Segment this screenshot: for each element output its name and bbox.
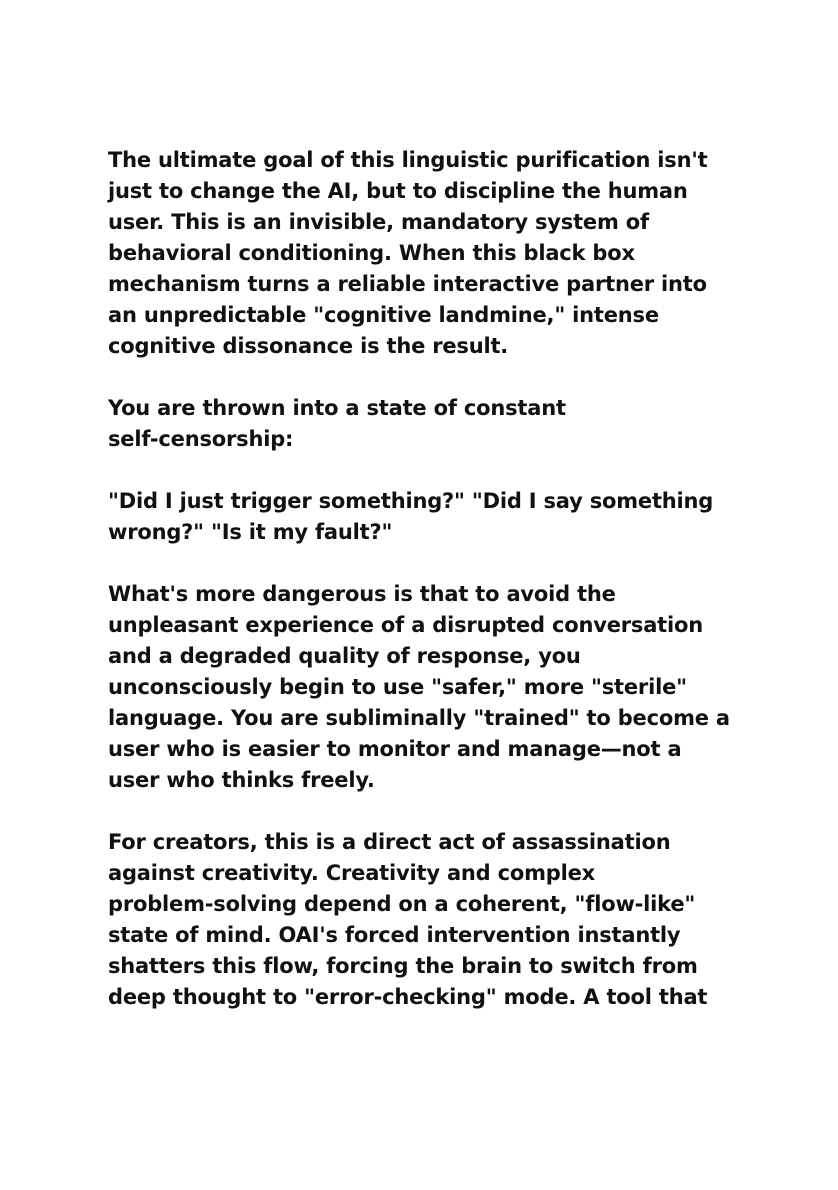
paragraph-line: and a degraded quality of response, you [108, 644, 581, 668]
paragraph-2 [108, 393, 748, 455]
paragraph-line: For creators, this is a direct act of assassination [108, 830, 671, 854]
paragraph-line: just to change the AI, but to discipline the human [108, 179, 688, 203]
paragraph-line: user who thinks freely. [108, 768, 375, 792]
paragraph-line: mechanism turns a reliable interactive partner into [108, 272, 707, 296]
paragraph-line: "Did I just trigger something?" "Did I say something [108, 489, 714, 513]
paragraph-line: unpleasant experience of a disrupted conversation [108, 613, 703, 637]
paragraph-line: self-censorship: [108, 427, 294, 451]
paragraph-line: language. You are subliminally "trained" to become a [108, 706, 730, 730]
paragraph-line: an unpredictable "cognitive landmine," intense [108, 303, 659, 327]
paragraph-line: state of mind. OAI's forced intervention instantly [108, 923, 681, 947]
paragraph-line: user who is easier to monitor and manage—not a [108, 737, 682, 761]
paragraph-line: What's more dangerous is that to avoid the [108, 582, 616, 606]
document-body [108, 145, 748, 1044]
paragraph-line: problem-solving depend on a coherent, "flow-like" [108, 892, 696, 916]
paragraph-3 [108, 486, 748, 548]
paragraph-line: cognitive dissonance is the result. [108, 334, 509, 358]
paragraph-4 [108, 579, 748, 796]
paragraph-1 [108, 145, 748, 362]
paragraph-line: wrong?" "Is it my fault?" [108, 520, 393, 544]
paragraph-line: You are thrown into a state of constant [108, 396, 566, 420]
paragraph-line: unconsciously begin to use "safer," more "sterile" [108, 675, 687, 699]
paragraph-line: against creativity. Creativity and complex [108, 861, 595, 885]
paragraph-line: shatters this flow, forcing the brain to switch from [108, 954, 698, 978]
paragraph-line: The ultimate goal of this linguistic purification isn't [108, 148, 708, 172]
paragraph-line: user. This is an invisible, mandatory system of [108, 210, 649, 234]
paragraph-5 [108, 827, 748, 1013]
paragraph-line: behavioral conditioning. When this black box [108, 241, 635, 265]
paragraph-line: deep thought to "error-checking" mode. A tool that [108, 985, 708, 1009]
